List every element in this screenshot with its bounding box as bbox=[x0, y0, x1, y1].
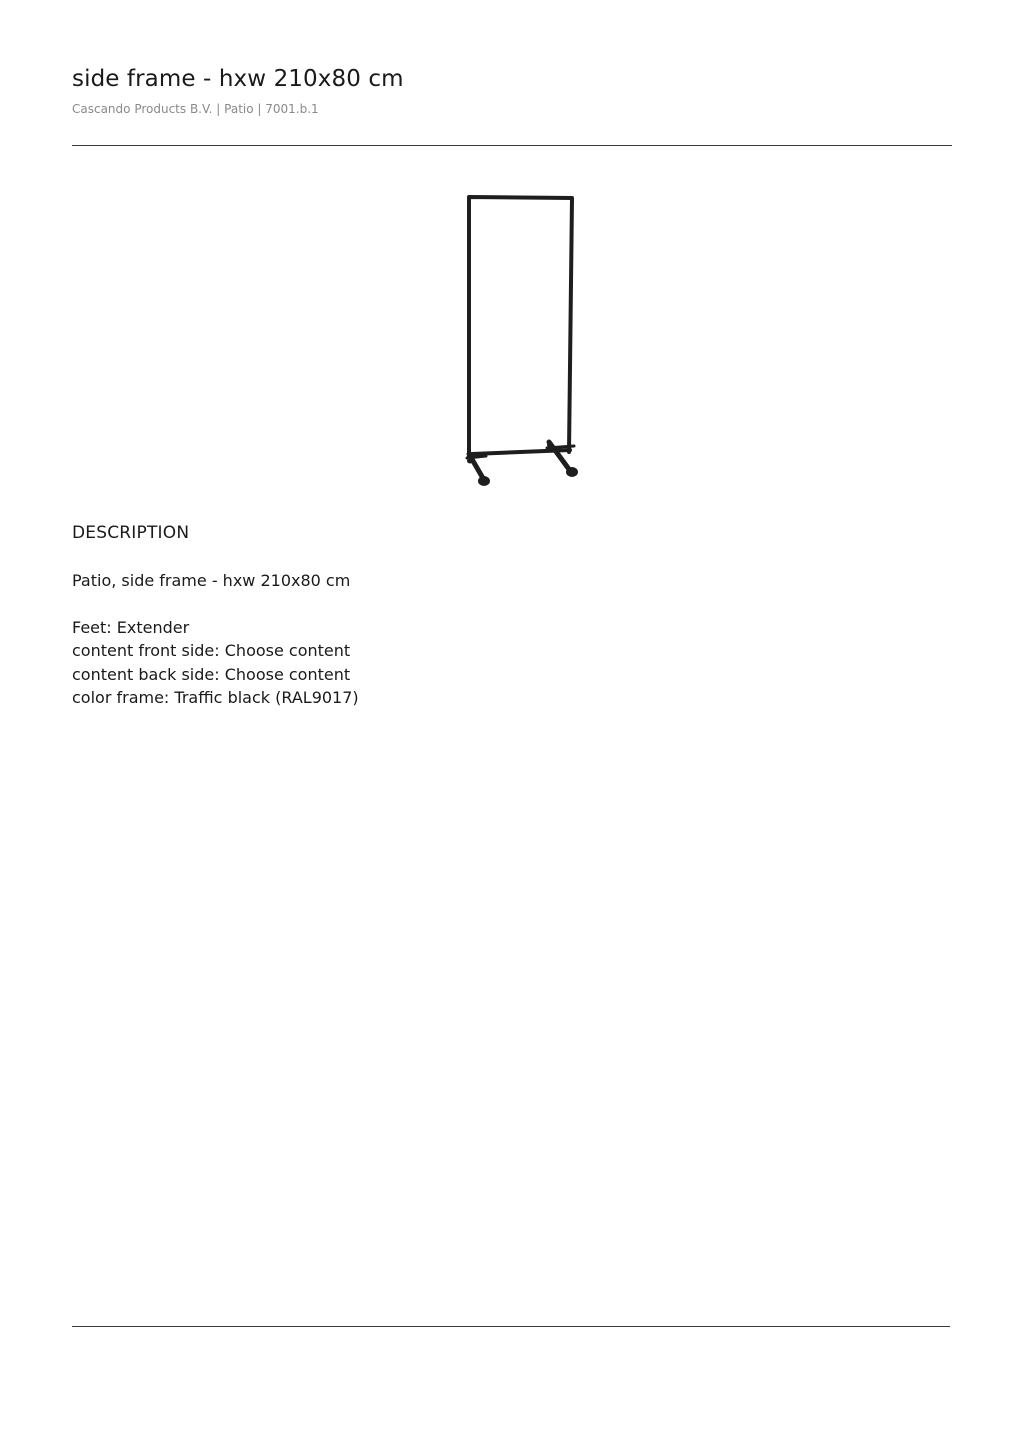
description-summary: Patio, side frame - hxw 210x80 cm bbox=[72, 571, 351, 590]
spec-content-front: content front side: Choose content bbox=[72, 641, 351, 660]
page-title: side frame - hxw 210x80 cm bbox=[72, 66, 404, 92]
description-heading: DESCRIPTION bbox=[72, 523, 190, 543]
header-divider bbox=[72, 145, 952, 146]
spec-feet: Feet: Extender bbox=[72, 618, 190, 637]
product-image bbox=[462, 190, 586, 490]
spec-color-frame: color frame: Traffic black (RAL9017) bbox=[72, 688, 359, 707]
spec-content-back: content back side: Choose content bbox=[72, 665, 351, 684]
page-subtitle: Cascando Products B.V. | Patio | 7001.b.1 bbox=[72, 102, 319, 116]
rolling-side-frame-icon bbox=[467, 197, 574, 480]
footer-divider bbox=[72, 1326, 950, 1327]
